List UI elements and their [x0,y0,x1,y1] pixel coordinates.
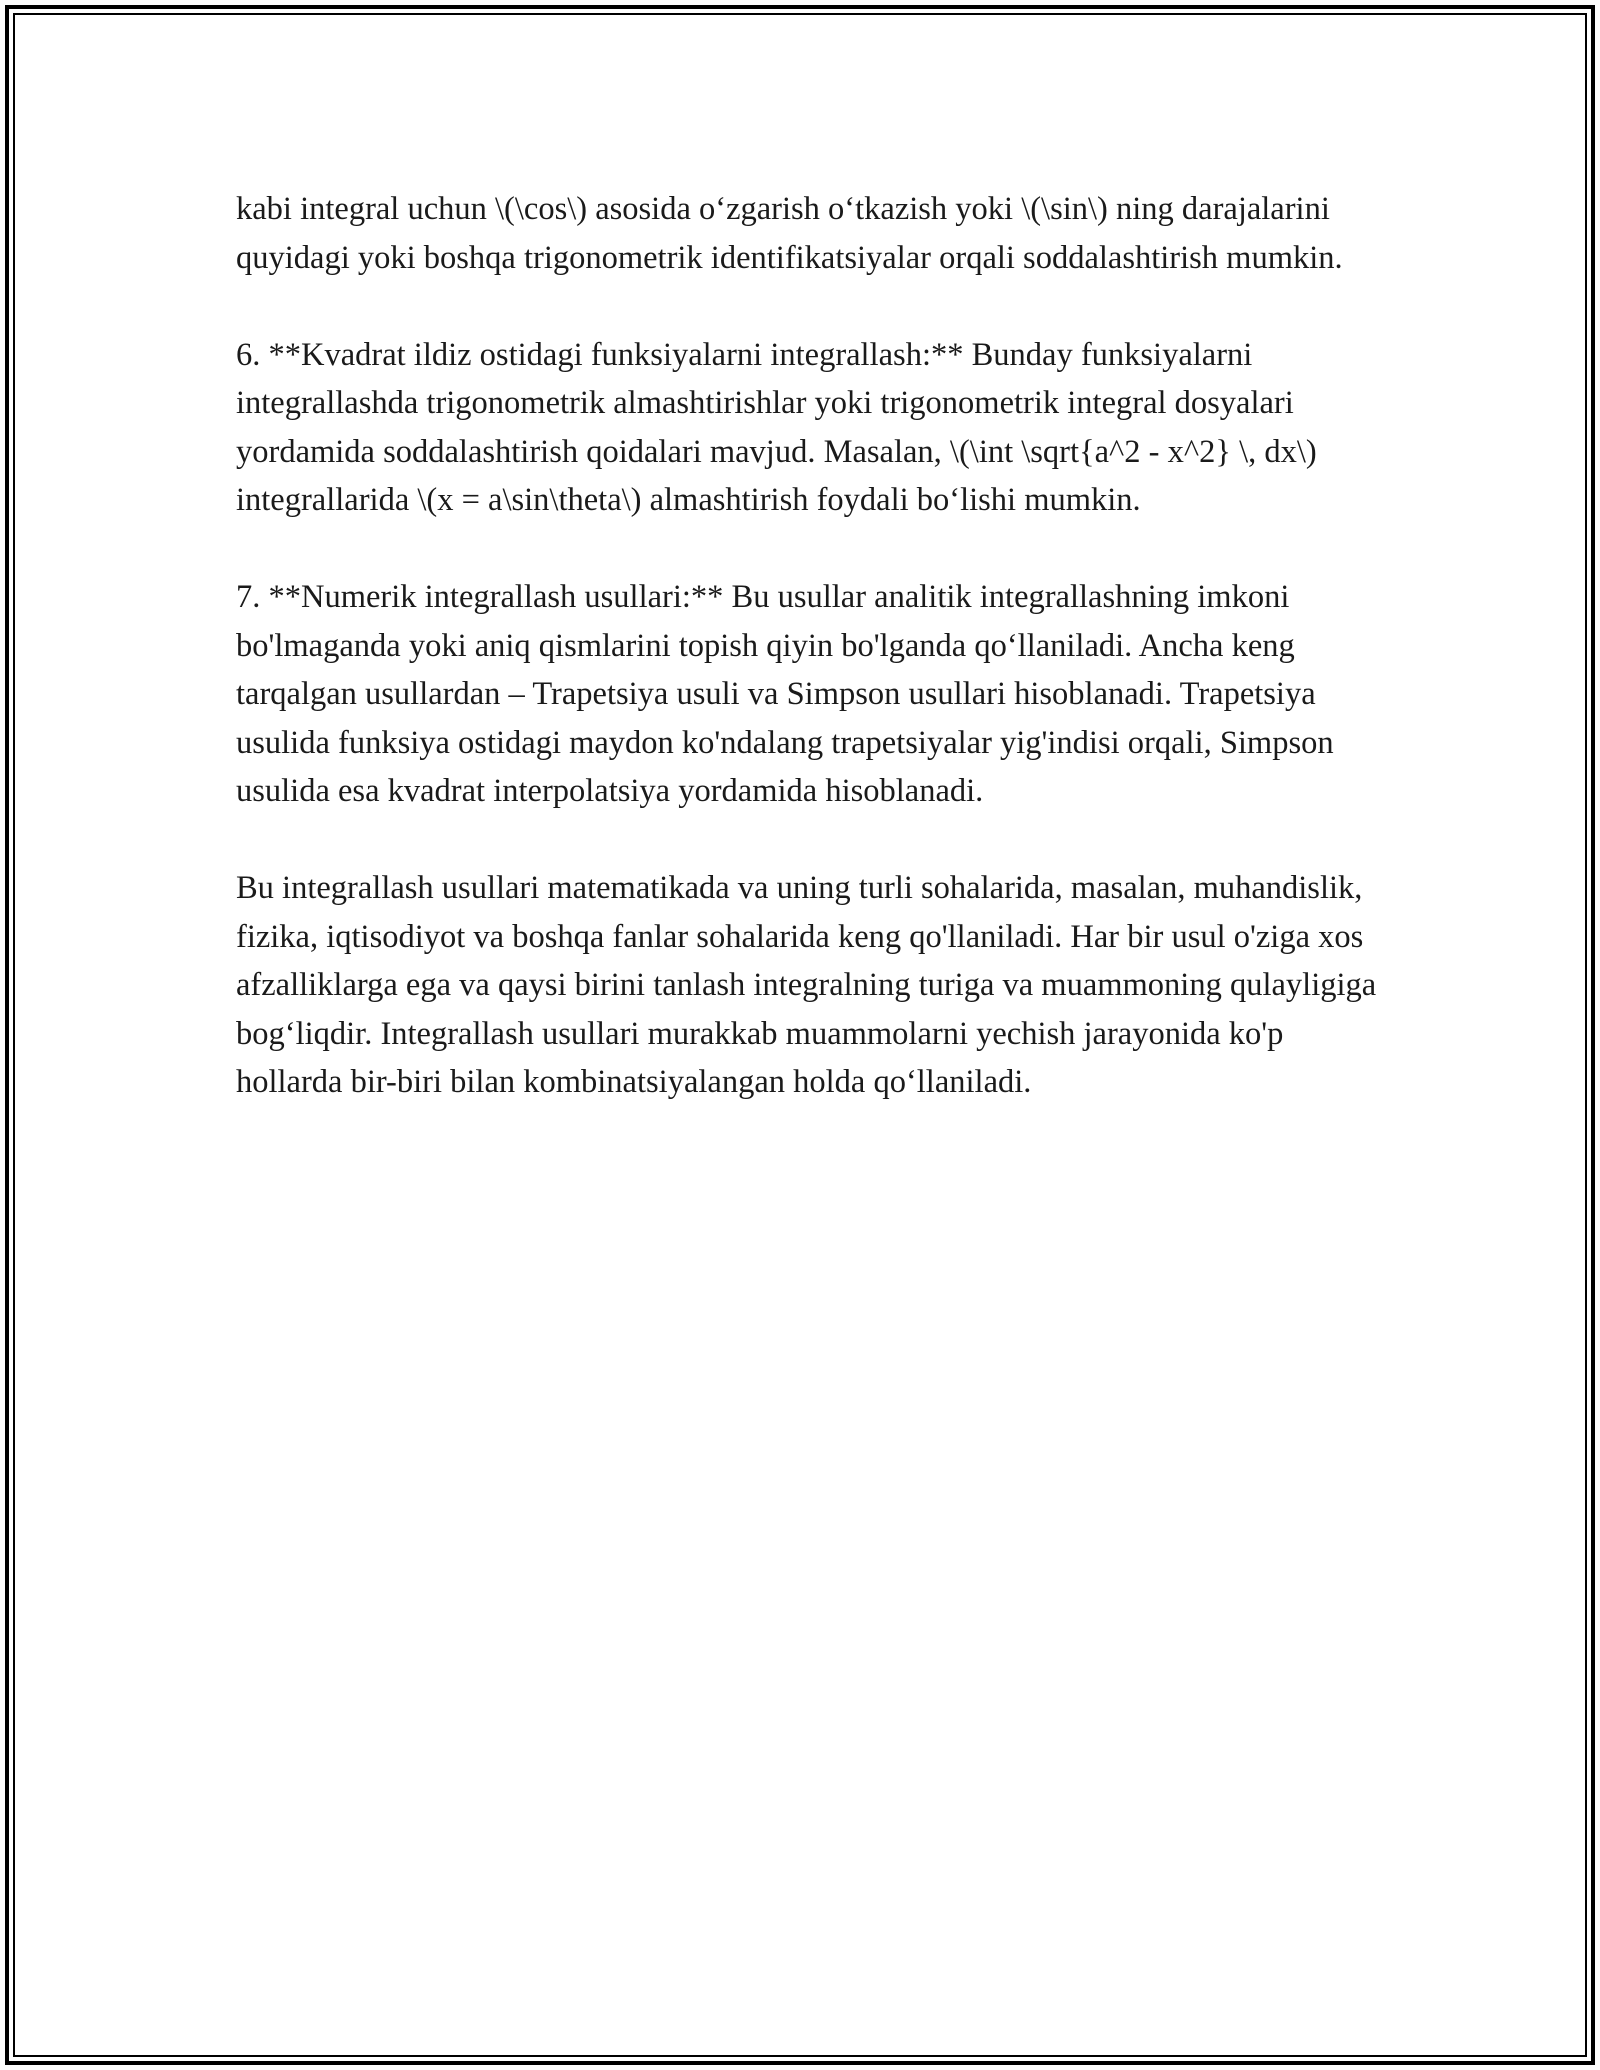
paragraph-trig-identities: kabi integral uchun \(\cos\) asosida o‘zgarish o‘tkazish yoki \(\sin\) ning darajalarini quyidagi yoki boshqa trigonometrik identifikatsiyalar orqali soddalashtirish mumkin. [236,191,1343,276]
paragraph-conclusion: Bu integrallash usullari matematikada va uning turli sohalarida, masalan, muhandislik, fizika, iqtisodiyot va boshqa fanlar sohalarida keng qo'llaniladi. Har bir usul o'ziga xos afzalliklarga ega va qaysi birini tanlash integralning turiga va muammoning qulayligiga bog‘liqdir. Integrallash usullari murakkab muammolarni yechish jarayonida ko'p hollarda bir-biri bilan kombinatsiyalangan holda qo‘llaniladi. [236,870,1377,1100]
paragraph-sqrt-integration: 6. **Kvadrat ildiz ostidagi funksiyalarni integrallash:** Bunday funksiyalarni integrallashda trigonometrik almashtirishlar yoki trigonometrik integral dosyalari yordamida soddalashtirish qoidalari mavjud. Masalan, \(\int \sqrt{a^2 - x^2} \, dx\) integrallarida \(x = a\sin\theta\) almashtirish foydali bo‘lishi mumkin. [236,336,1317,518]
document-body [236,185,1386,1155]
paragraph-numeric-integration: 7. **Numerik integrallash usullari:** Bu usullar analitik integrallashning imkoni bo'lmaganda yoki aniq qismlarini topish qiyin bo'lganda qo‘llaniladi. Ancha keng tarqalgan usullardan – Trapetsiya usuli va Simpson usullari hisoblanadi. Trapetsiya usulida funksiya ostidagi maydon ko'ndalang trapetsiyalar yig'indisi orqali, Simpson usulida esa kvadrat interpolatsiya yordamida hisoblanadi. [236,579,1334,809]
